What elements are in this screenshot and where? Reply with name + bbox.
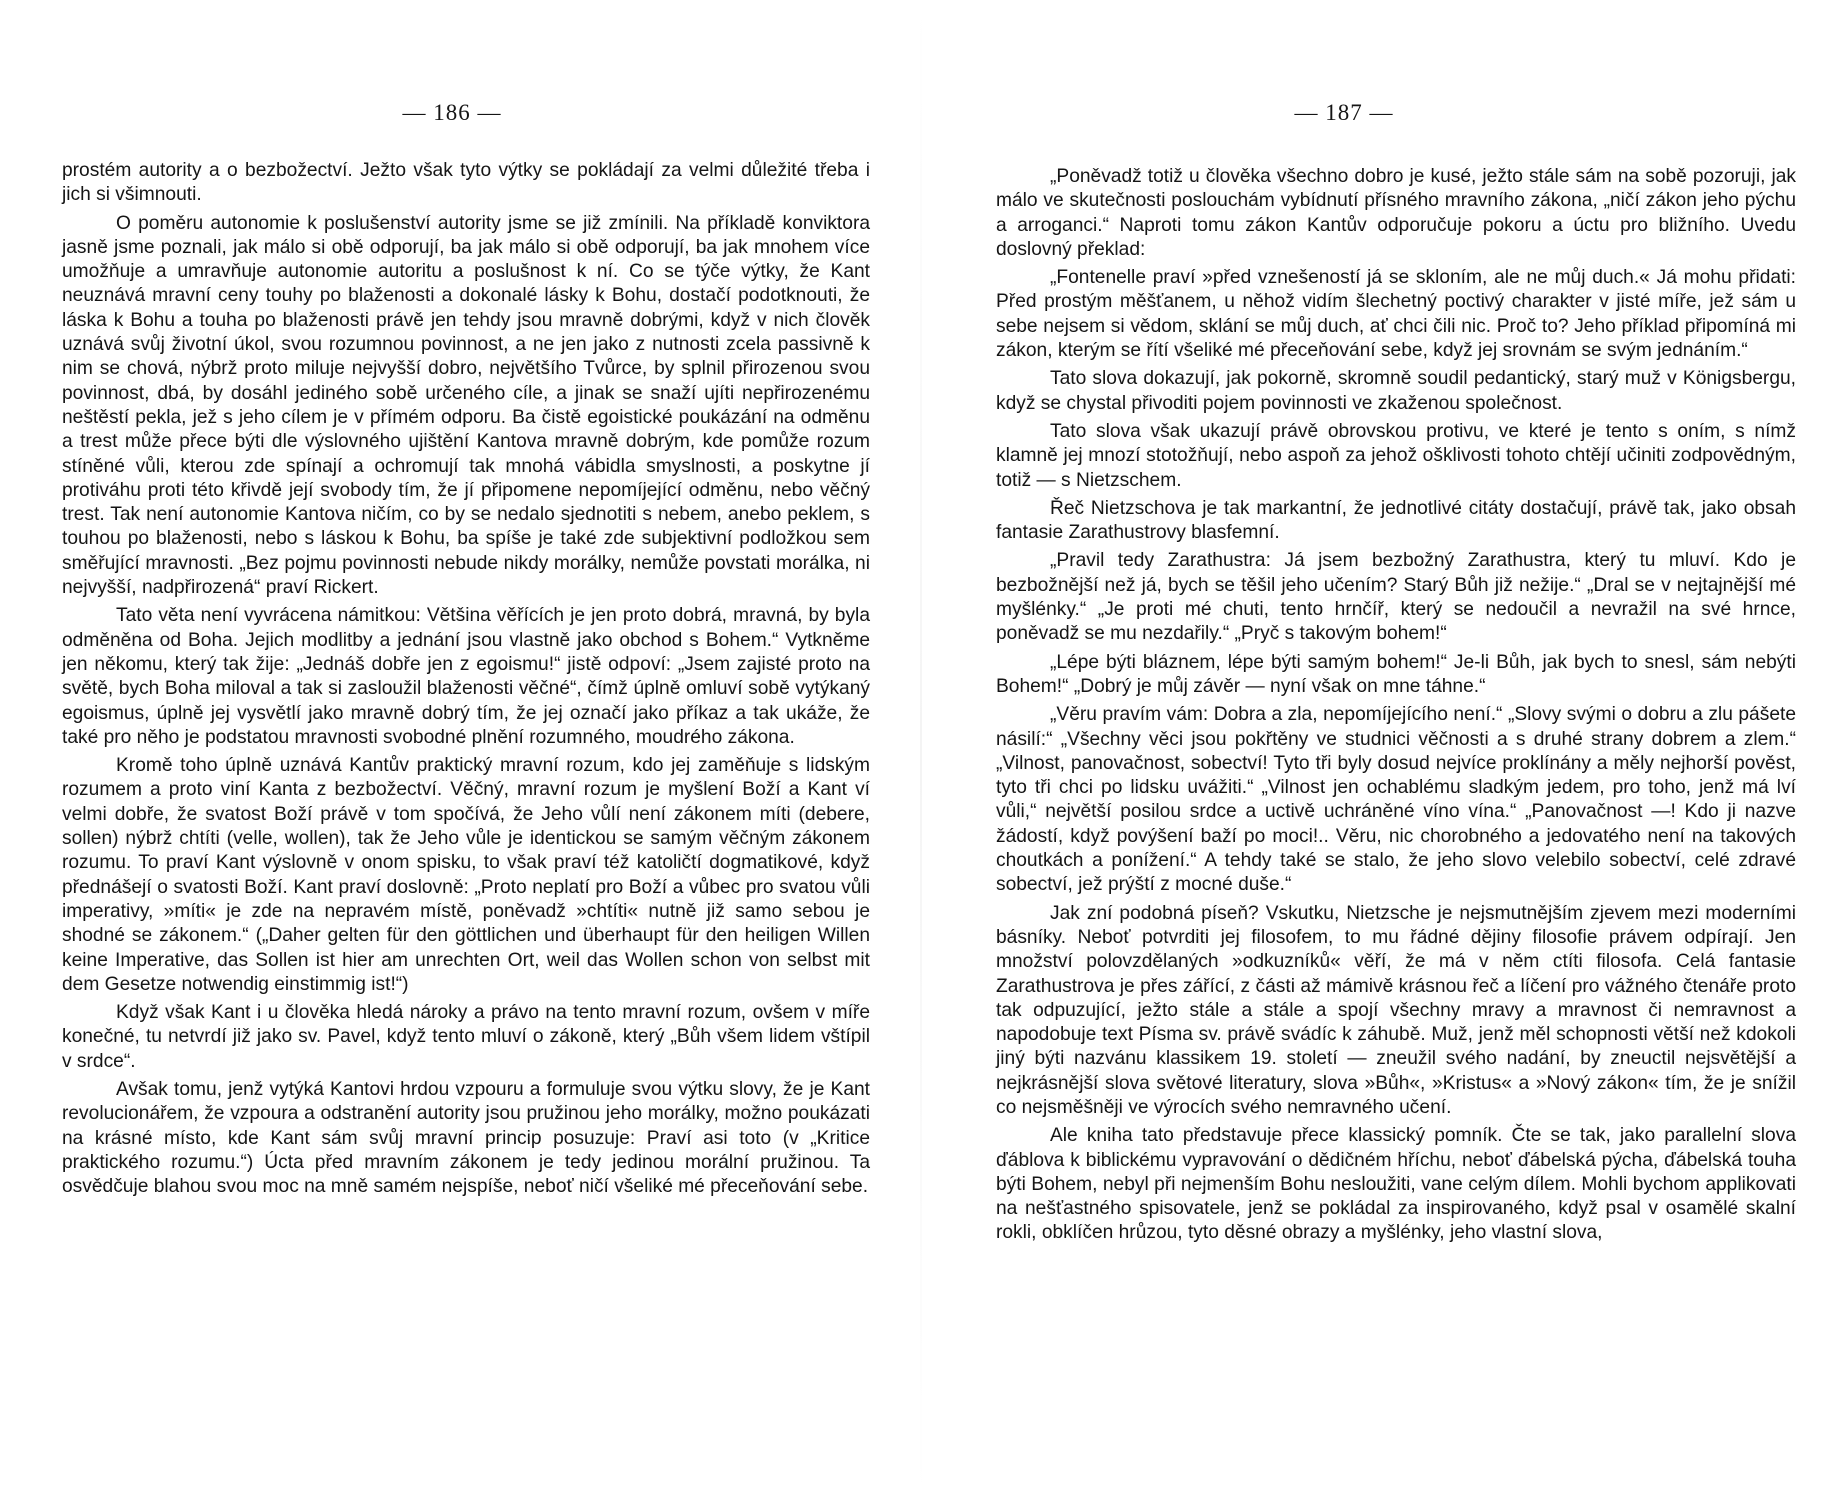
left-page <box>62 0 870 1500</box>
book-gutter <box>920 0 922 1500</box>
right-page <box>996 0 1796 1500</box>
page-number-right: — 187 — <box>1294 100 1394 125</box>
paragraph: Když však Kant i u člověka hledá nároky a právo na tento mravní rozum, ovšem v míře konečné, tu netvrdí již jako sv. Pavel, když tento mluví o zákoně, který „Bůh všem lidem vštípil v srdce“. <box>62 1002 870 1072</box>
paragraph: „Pravil tedy Zarathustra: Já jsem bezbožný Zarathustra, který tu mluví. Kdo je bezbožnější než já, bych se těšil jeho učením? Starý Bůh již nežije.“ „Dral se v nejtajnější mé myšlénky.“ „Je proti mé chuti, tento hrnčíř, který se nedoučil a nevražil na své hrnce, poněvadž se mu nezdařily.“ „Pryč s takovým bohem!“ <box>996 550 1796 645</box>
paragraph: Jak zní podobná píseň? Vskutku, Nietzsche je nejsmutnějším zjevem mezi moderními básníky. Neboť potvrditi jej filosofem, to mu řádné dějiny filosofie právem odpírají. Jen množství polovzdělaných »odkuzníků« věří, že má v něm ctíti filosofa. Celá fantasie Zarathustrova je přes zářící, z části až mámivě krásnou řeč a líčení pro vážného čtenáře proto tak odpuzující, ježto stále a stále a spojí všechny mravy a mravnost či nemravnost a napodobuje text Písma sv. právě svádíc k záhubě. Muž, jenž měl schopnosti větší než kdokoli jiný býti nazvánu klassikem 19. století — zneužil svého nadání, by zneuctil nejsvětější a nejkrásnější slova světové literatury, slova »Bůh«, »Kristus« a »Nový zákon« tím, že je snížil co nejsměšněji ve výrocích svého nemravného učení. <box>996 902 1796 1118</box>
paragraph: Ale kniha tato představuje přece klassický pomník. Čte se tak, jako parallelní slova ďáblova k biblickému vypravování o dědičném hříchu, neboť ďábelská pýcha, ďábelská touha býti Bohem, nebyl při nejmenším Bohu nesloužiti, vane celým dílem. Mohli bychom applikovati na nešťastného spisovatele, jenž se pokládal za inspirovaného, když psal v osamělé skalní rokli, obklíčen hrůzou, tyto děsné obrazy a myšlénky, jeho vlastní slova, <box>996 1125 1796 1244</box>
paragraph: „Fontenelle praví »před vznešeností já se skloním, ale ne můj duch.« Já mohu přidati: Před prostým měšťanem, u něhož vidím šlechetný poctivý charakter v jisté míře, jež sám u sebe nejsem si vědom, sklání se můj duch, ať chci čili nic. Proč to? Jeho příklad připomíná mi zákon, kterým se řítí všeliké mé přeceňování sebe, když jej srovnám se svým jednáním.“ <box>996 267 1796 362</box>
paragraph: Kromě toho úplně uznává Kantův praktický mravní rozum, kdo jej zaměňuje s lidským rozumem a proto viní Kanta z bezbožectví. Věčný, mravní rozum je myšlení Boží a Kant ví velmi dobře, že svatost Boží právě v tom spočívá, že Jeho vůlí není zákonem míti (debere, sollen) nýbrž chtíti (velle, wollen), tak že Jeho vůle je identickou se samým věčným zákonem rozumu. To praví Kant výslovně v onom spisku, to však praví též katoličtí dogmatikové, když přednášejí o svatosti Boží. Kant praví doslovně: „Proto neplatí pro Boží a vůbec pro svatou vůli imperativy, »míti« je zde na nepravém místě, poněvadž »chtíti« nutně již samo sebou je shodné se zákonem.“ („Daher gelten für den göttlichen und überhaupt für den heiligen Willen keine Imperative, das Sollen ist hier am unrechten Ort, weil das Wollen schon von selbst mit dem Gesetze notwendig einstimmig ist!“) <box>62 755 870 995</box>
page-number-left: — 186 — <box>402 100 502 125</box>
paragraph: „Poněvadž totiž u člověka všechno dobro je kusé, ježto stále sám na sobě pozoruji, jak málo ve skutečnosti poslouchám vybídnutí přísného mravního zákona, „ničí zákon jeho pýchu a arroganci.“ Naproti tomu zákon Kantův odporučuje pokoru a úctu pro bližního. Uvedu doslovný překlad: <box>996 166 1796 260</box>
paragraph: Avšak tomu, jenž vytýká Kantovi hrdou vzpouru a formuluje svou výtku slovy, že je Kant revolucionářem, že vzpoura a odstranění autority jsou pružinou jeho morálky, možno poukázati na krásné místo, kde Kant sám svůj mravní princip posuzuje: Praví asi toto (v „Kritice praktického rozumu.“) Úcta před mravním zákonem je tedy jedinou morální pružinou. Ta osvědčuje blahou svou moc na mně samém nejspíše, neboť ničí všeliké mé přeceňování sebe. <box>62 1078 870 1198</box>
paragraph: Tato věta není vyvrácena námitkou: Většina věřících je jen proto dobrá, mravná, by byla odměněna od Boha. Jejich modlitby a jednání jsou vlastně jako obchod s Bohem.“ Vytkněme jen někomu, který tak žije: „Jednáš dobře jen z egoismu!“ jistě odpoví: „Jsem zajisté proto na světě, bych Boha miloval a tak si zasloužil blaženosti věčné“, čímž úplně omluví sobě vytýkaný egoismus, úplně jej vysvětlí jako mravně dobrý tím, že jej označí jako příkaz a tak ukáže, že také pro něho je podstatou mravnosti svobodné plnění rozumného, moudrého zákona. <box>62 605 870 748</box>
right-page-body <box>996 165 1796 1250</box>
paragraph: O poměru autonomie k poslušenství autority jsme se již zmínili. Na příkladě konviktora jasně jsme poznali, jak málo si obě odporují, ba jak málo si obě odporují, ba jak mnohem více umožňuje a umravňuje autonomie autoritu a poslušnost k ní. Co se týče výtky, že Kant neuznává mravní ceny touhy po blaženosti a dokonalé lásky k Bohu, dostačí podotknouti, že láska k Bohu a touha po blaženosti právě jen tehdy jsou mravně dobrými, když v nich člověk uznává svůj životní úkol, svou rozumnou povinnost, a ne jen jako z nutnosti zcela passivně k nim se chová, nýbrž proto miluje nejvyšší dobro, největšího Tvůrce, by splnil přirozenou svou povinnost, dbá, by dosáhl jediného sobě určeného cíle, a jinak se snaží ujíti nepřirozenému neštěstí pekla, jež s jeho cílem je v přímém odporu. Ba čistě egoistické poukázání na odměnu a trest může přece býti dle výslovného ujištění Kantova mravně dobrým, kde pomůže rozum stíněné vůli, kterou zde spínají a ochromují tak mnohá vábidla smyslnosti, a poskytne jí protiváhu proti této křivdě její svobody tím, že jí připomene nepomíjející odměnu, nebo věčný trest. Tak není autonomie Kantova ničím, co by se nedalo sjednotiti s nebem, anebo peklem, s touhou po blaženosti, nebo s láskou k Bohu, ba spíše je také zde subjektivní podložkou sem směřující mravnosti. „Bez pojmu povinnosti nebude nikdy morálky, nemůže povstati morálka, ni nejvyšší, nadpřirozená“ praví Rickert. <box>62 212 870 599</box>
paragraph: „Lépe býti bláznem, lépe býti samým bohem!“ Je-li Bůh, jak bych to snesl, sám nebýti Bohem!“ „Dobrý je můj závěr — nyní však on mne táhne.“ <box>996 651 1796 697</box>
left-page-body <box>62 159 870 1203</box>
paragraph: Tato slova však ukazují právě obrovskou protivu, ve které je tento s oním, s nímž klamně jej mnozí stotožňují, nebo aspoň za jehož ošklivosti tohoto chtějí učiniti zodpovědným, totiž — s Nietzschem. <box>996 420 1796 491</box>
paragraph: prostém autority a o bezbožectví. Ježto však tyto výtky se pokládají za velmi důležité třeba i jich si všimnouti. <box>62 160 870 206</box>
paragraph: Tato slova dokazují, jak pokorně, skromně soudil pedantický, starý muž v Königsbergu, když se chystal přivoditi pojem povinnosti ve zkaženou společnost. <box>996 368 1796 414</box>
paragraph: Řeč Nietzschova je tak markantní, že jednotlivé citáty dostačují, právě tak, jako obsah fantasie Zarathustrovy blasfemní. <box>996 497 1796 544</box>
paragraph: „Věru pravím vám: Dobra a zla, nepomíjejícího není.“ „Slovy svými o dobru a zlu pášete násilí:“ „Všechny věci jsou pokřtěny ve studnici věčnosti a s druhé strany dobrem a zlem.“ „Vilnost, panovačnost, sobectví! Tyto tři byly dosud nejvíce proklínány a měly nejhorší pověst, tyto tři chci po lidsku uvážiti.“ „Vilnost jen ochablému sladkým jedem, pro toho, jenž má lví vůli,“ největší posilou srdce a uctivě uchráněné víno vína.“ „Panovačnost —! Kdo ji nazve žádostí, když povýšení baží po moci!.. Věru, nic chorobného a jedovatého není na takových choutkách a ponížení.“ A tehdy také se stalo, že jeho slovo velebilo sobectví, celé zdravé sobectví, jež prýští z mocné duše.“ <box>996 704 1796 896</box>
